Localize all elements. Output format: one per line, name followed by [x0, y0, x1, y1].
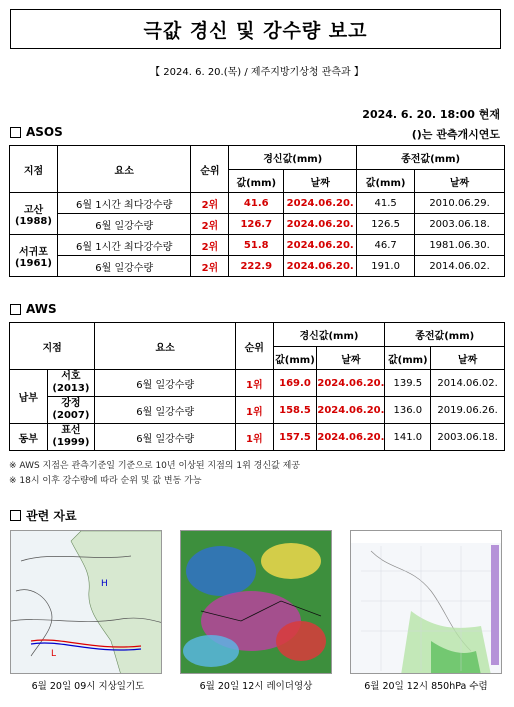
- station-year: (2013): [52, 383, 90, 394]
- station-cell: [47, 370, 95, 397]
- aws-header-new: 경신값(mm): [273, 323, 385, 347]
- convergence-graphic: [351, 531, 502, 674]
- rank-cell: 2위: [191, 256, 229, 277]
- asos-header-new-date: 날짜: [284, 170, 357, 193]
- station-year: (2007): [52, 410, 90, 421]
- footnotes: [9, 459, 300, 489]
- convergence-850hpa-image: [350, 530, 502, 674]
- new-date-cell: 2024.06.20.: [317, 424, 385, 451]
- asos-heading-label: ASOS: [26, 125, 63, 139]
- new-value-cell: 51.8: [229, 235, 284, 256]
- old-value-cell: 46.7: [357, 235, 415, 256]
- table-row: [10, 193, 505, 214]
- asos-header-rank: 순위: [191, 146, 229, 193]
- rank-cell: 1위: [236, 397, 274, 424]
- surface-map-graphic: [11, 531, 162, 674]
- new-value-cell: 222.9: [229, 256, 284, 277]
- old-value-cell: 126.5: [357, 214, 415, 235]
- table-row: [10, 424, 505, 451]
- station-name: 서호: [61, 371, 81, 382]
- region-cell: 남부: [10, 370, 48, 424]
- element-cell: 6월 일강수량: [57, 256, 190, 277]
- footnote: ※ 18시 이후 강수량에 따라 순위 및 값 변동 가능: [9, 476, 202, 486]
- rank-cell: 1위: [236, 370, 274, 397]
- old-value-cell: 141.0: [385, 424, 431, 451]
- new-date-cell: 2024.06.20.: [284, 256, 357, 277]
- table-row: [10, 214, 505, 235]
- old-date-cell: 2003.06.18.: [415, 214, 505, 235]
- element-cell: 6월 1시간 최다강수량: [57, 193, 190, 214]
- aws-header-old-date: 날짜: [431, 347, 505, 370]
- station-year: (1988): [14, 215, 52, 227]
- checkbox-square-icon: [10, 304, 21, 315]
- table-row: [10, 370, 505, 397]
- station-name: 고산: [23, 204, 44, 216]
- station-cell: [47, 424, 95, 451]
- table-row: [10, 256, 505, 277]
- old-value-cell: 191.0: [357, 256, 415, 277]
- old-date-cell: 2019.06.26.: [431, 397, 505, 424]
- old-date-cell: 2014.06.02.: [415, 256, 505, 277]
- region-cell: 동부: [10, 424, 48, 451]
- new-value-cell: 157.5: [273, 424, 317, 451]
- rank-cell: 2위: [191, 193, 229, 214]
- checkbox-square-icon: [10, 510, 21, 521]
- station-cell: [10, 193, 58, 235]
- new-value-cell: 169.0: [273, 370, 317, 397]
- asos-header-new: 경신값(mm): [229, 146, 357, 170]
- old-value-cell: 136.0: [385, 397, 431, 424]
- element-cell: 6월 일강수량: [95, 397, 236, 424]
- element-cell: 6월 1시간 최다강수량: [57, 235, 190, 256]
- aws-header-new-date: 날짜: [317, 347, 385, 370]
- table-row: [10, 397, 505, 424]
- new-date-cell: 2024.06.20.: [284, 214, 357, 235]
- aws-header-new-value: 값(mm): [273, 347, 317, 370]
- asos-header-new-value: 값(mm): [229, 170, 284, 193]
- report-subtitle: 【 2024. 6. 20.(목) / 제주지방기상청 관측과 】: [150, 67, 364, 78]
- aws-header-old: 종전값(mm): [385, 323, 505, 347]
- station-name: 서귀포: [18, 246, 48, 258]
- old-date-cell: 2010.06.29.: [415, 193, 505, 214]
- old-date-cell: 2003.06.18.: [431, 424, 505, 451]
- radar-graphic: [181, 531, 332, 674]
- new-date-cell: 2024.06.20.: [284, 193, 357, 214]
- station-year: (1999): [52, 437, 90, 448]
- asos-header-station: 지점: [10, 146, 58, 193]
- asos-header-old-value: 값(mm): [357, 170, 415, 193]
- related-heading: [10, 507, 77, 524]
- element-cell: 6월 일강수량: [95, 370, 236, 397]
- checkbox-square-icon: [10, 127, 21, 138]
- asos-header-old: 종전값(mm): [357, 146, 505, 170]
- asos-table: [9, 145, 505, 277]
- station-name: 강정: [61, 398, 81, 409]
- aws-heading-label: AWS: [26, 302, 57, 316]
- surface-map-caption: 6월 20일 09시 지상일기도: [31, 681, 145, 692]
- element-cell: 6월 일강수량: [57, 214, 190, 235]
- aws-heading: [10, 302, 57, 316]
- old-date-cell: 2014.06.02.: [431, 370, 505, 397]
- report-datetime: 2024. 6. 20. 18:00 현재: [362, 108, 500, 121]
- asos-note: ()는 관측개시연도: [411, 128, 500, 141]
- old-value-cell: 139.5: [385, 370, 431, 397]
- station-cell: [10, 235, 58, 277]
- new-date-cell: 2024.06.20.: [317, 397, 385, 424]
- svg-text:L: L: [51, 649, 57, 659]
- table-row: [10, 235, 505, 256]
- old-date-cell: 1981.06.30.: [415, 235, 505, 256]
- radar-image: [180, 530, 332, 674]
- element-cell: 6월 일강수량: [95, 424, 236, 451]
- report-title: 극값 경신 및 강수량 보고: [10, 9, 501, 49]
- asos-header-element: 요소: [57, 146, 190, 193]
- old-value-cell: 41.5: [357, 193, 415, 214]
- aws-header-rank: 순위: [236, 323, 274, 370]
- station-cell: [47, 397, 95, 424]
- aws-table: [9, 322, 505, 451]
- station-name: 표선: [61, 425, 81, 436]
- new-date-cell: 2024.06.20.: [317, 370, 385, 397]
- convergence-caption: 6월 20일 12시 850hPa 수렴: [364, 681, 488, 692]
- related-heading-label: 관련 자료: [26, 509, 77, 523]
- asos-heading: [10, 125, 63, 139]
- aws-header-old-value: 값(mm): [385, 347, 431, 370]
- station-year: (1961): [14, 257, 52, 269]
- svg-text:H: H: [101, 579, 108, 589]
- new-value-cell: 158.5: [273, 397, 317, 424]
- new-value-cell: 41.6: [229, 193, 284, 214]
- new-date-cell: 2024.06.20.: [284, 235, 357, 256]
- rank-cell: 2위: [191, 214, 229, 235]
- asos-header-old-date: 날짜: [415, 170, 505, 193]
- aws-header-station: 지점: [10, 323, 95, 370]
- radar-caption: 6월 20일 12시 레이더영상: [199, 681, 313, 692]
- new-value-cell: 126.7: [229, 214, 284, 235]
- surface-weather-map-image: [10, 530, 162, 674]
- aws-header-element: 요소: [95, 323, 236, 370]
- footnote: ※ AWS 지점은 관측기준일 기준으로 10년 이상된 지점의 1위 경신값 제공: [9, 461, 300, 471]
- rank-cell: 1위: [236, 424, 274, 451]
- rank-cell: 2위: [191, 235, 229, 256]
